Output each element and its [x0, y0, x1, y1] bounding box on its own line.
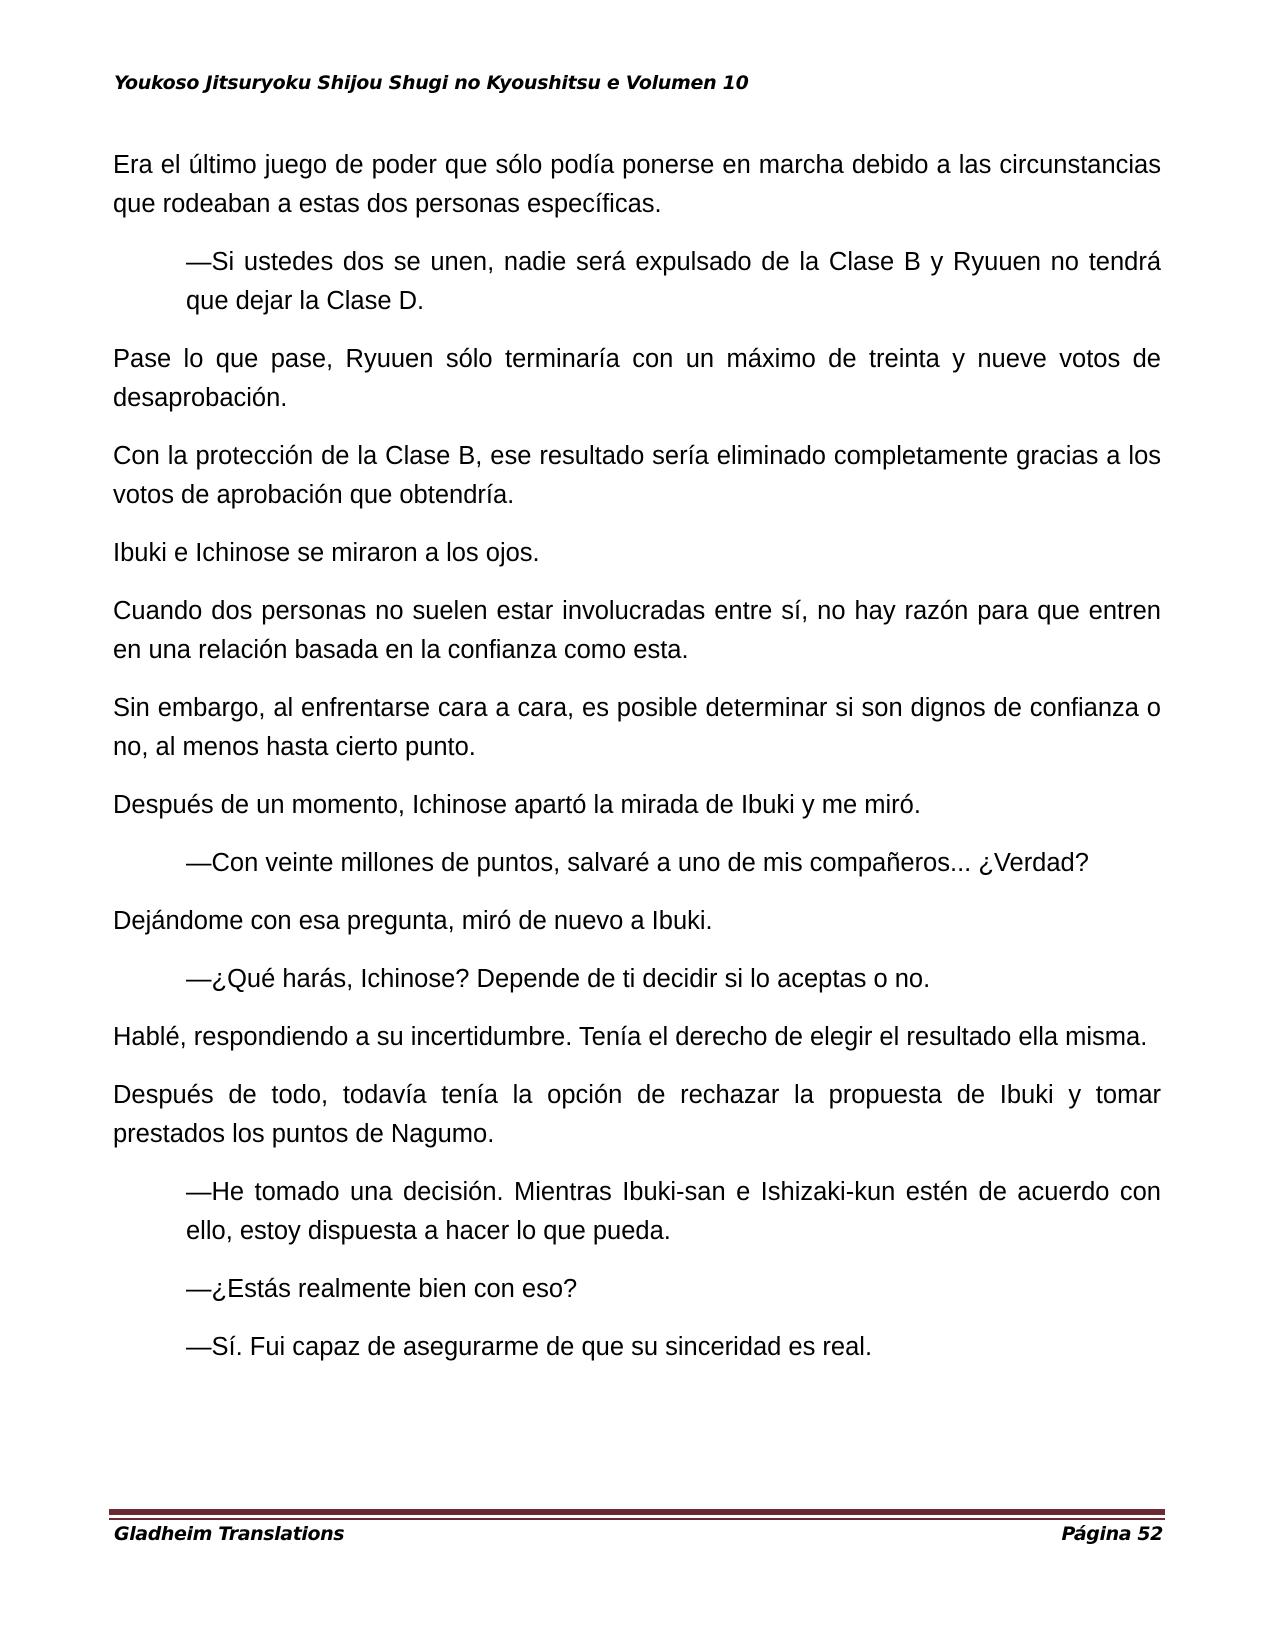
dialogue-paragraph: —Si ustedes dos se unen, nadie será expulsado de la Clase B y Ryuuen no tendrá que dejar la Clase D. — [186, 248, 1161, 315]
paragraph: Era el último juego de poder que sólo podía ponerse en marcha debido a las circunstancias que rodeaban a estas dos personas específicas. — [113, 151, 1161, 218]
paragraph: Después de un momento, Ichinose apartó la mirada de Ibuki y me miró. — [113, 791, 921, 819]
footer-translator-credit: Gladheim Translations — [114, 1523, 345, 1545]
footer-rule-thin — [109, 1518, 1165, 1520]
paragraph: Hablé, respondiendo a su incertidumbre. Tenía el derecho de elegir el resultado ella misma. — [113, 1023, 1148, 1051]
paragraph: Sin embargo, al enfrentarse cara a cara, es posible determinar si son dignos de confianza o no, al menos hasta cierto punto. — [113, 694, 1161, 761]
paragraph: Pase lo que pase, Ryuuen sólo terminaría con un máximo de treinta y nueve votos de desaprobación. — [113, 345, 1161, 412]
dialogue-paragraph: —Con veinte millones de puntos, salvaré a uno de mis compañeros... ¿Verdad? — [186, 849, 1089, 877]
paragraph: Después de todo, todavía tenía la opción de rechazar la propuesta de Ibuki y tomar prestados los puntos de Nagumo. — [113, 1081, 1161, 1148]
dialogue-paragraph: —Sí. Fui capaz de asegurarme de que su sinceridad es real. — [186, 1333, 873, 1361]
dialogue-paragraph: —¿Estás realmente bien con eso? — [186, 1275, 578, 1303]
footer-page-number: Página 52 — [1061, 1523, 1163, 1545]
running-header-title: Youkoso Jitsuryoku Shijou Shugi no Kyoushitsu e Volumen 10 — [114, 72, 749, 94]
footer-rule-thick — [109, 1509, 1165, 1515]
paragraph: Ibuki e Ichinose se miraron a los ojos. — [113, 539, 540, 567]
paragraph: Con la protección de la Clase B, ese resultado sería eliminado completamente gracias a los votos de aprobación que obtendría. — [113, 442, 1161, 509]
dialogue-paragraph: —He tomado una decisión. Mientras Ibuki-san e Ishizaki-kun estén de acuerdo con ello, estoy dispuesta a hacer lo que pueda. — [186, 1178, 1161, 1245]
body-text — [113, 146, 1161, 1386]
paragraph: Cuando dos personas no suelen estar involucradas entre sí, no hay razón para que entren en una relación basada en la confianza como esta. — [113, 597, 1161, 664]
dialogue-paragraph: —¿Qué harás, Ichinose? Depende de ti decidir si lo aceptas o no. — [186, 965, 931, 993]
paragraph: Dejándome con esa pregunta, miró de nuevo a Ibuki. — [113, 907, 713, 935]
